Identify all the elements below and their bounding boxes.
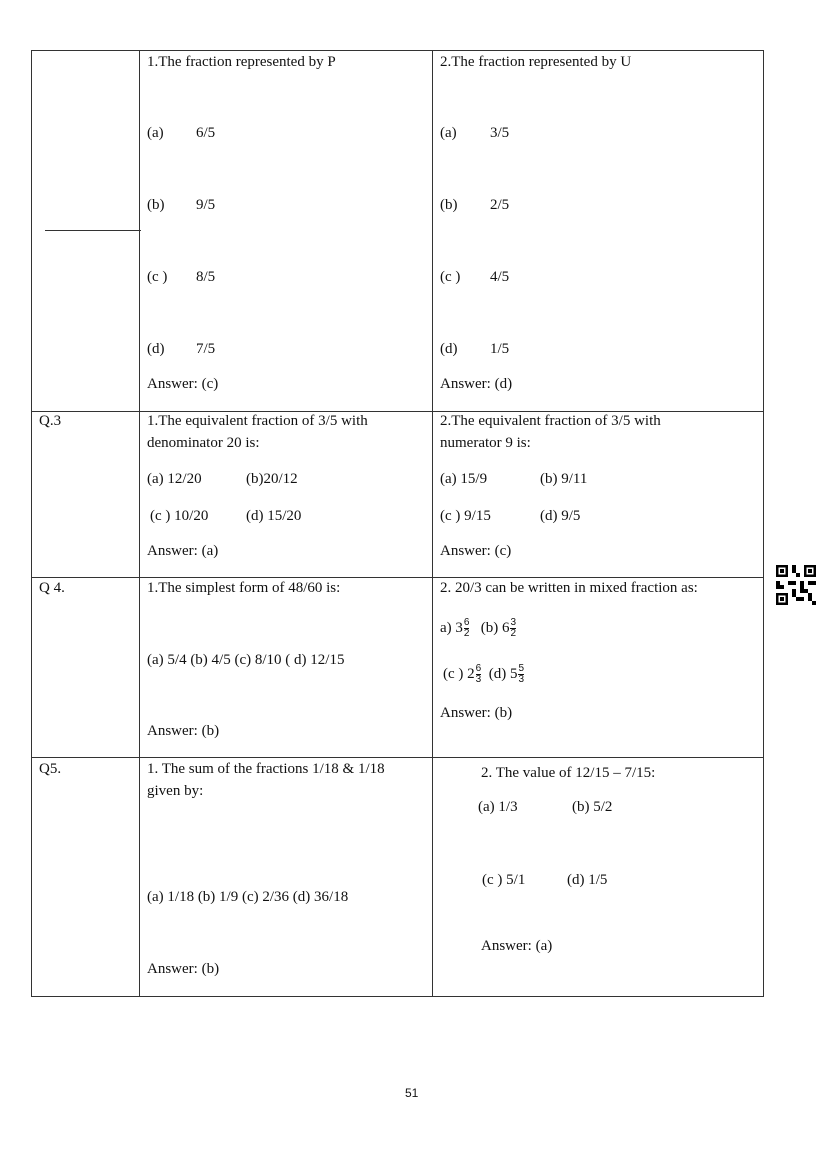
option-value: 7/5 [196,341,216,357]
question-text: 2. 20/3 can be written in mixed fraction as: [440,580,698,596]
mixed-fraction [510,618,516,639]
question-text: 2.The fraction represented by U [440,54,632,70]
column-divider [432,50,433,997]
mixed-whole: 2 [467,666,475,682]
column-divider [139,50,140,997]
mixed-whole: 3 [455,620,463,636]
mixed-fraction [518,664,524,685]
option: (c ) 5/1 [482,872,526,888]
question-text: 1.The fraction represented by P [147,54,336,70]
option: (a) 15/9 [440,471,488,487]
row-divider [31,757,764,758]
option-value: 8/5 [196,269,216,285]
options-text: (a) 1/18 (b) 1/9 (c) 2/36 (d) 36/18 [147,889,349,905]
option-key: (b) [440,197,458,213]
qr-code-icon [776,565,816,605]
page-number: 51 [405,1086,419,1100]
option: (d) 9/5 [540,508,581,524]
option-line [443,662,524,686]
answer-text: Answer: (c) [147,376,219,392]
answer-text: Answer: (c) [440,543,512,559]
mixed-fraction [464,618,470,639]
question-text: 1.The simplest form of 48/60 is: [147,580,341,596]
question-number: Q5. [39,761,62,777]
question-text: denominator 20 is: [147,435,260,451]
option-value: 2/5 [490,197,510,213]
option: (c ) 9/15 [440,508,491,524]
option-line [440,616,516,640]
option: (d) 15/20 [246,508,302,524]
answer-text: Answer: (b) [440,705,513,721]
option-key: (a) [147,125,164,141]
numerator: 5 [518,663,525,675]
question-text: 1.The equivalent fraction of 3/5 with [147,413,368,429]
option-key: (c ) [440,269,461,285]
options-text: (a) 5/4 (b) 4/5 (c) 8/10 ( d) 12/15 [147,652,345,668]
numerator: 6 [463,617,470,629]
option: (d) 1/5 [567,872,608,888]
column-divider [763,50,764,997]
option-value: 4/5 [490,269,510,285]
numerator: 6 [475,663,482,675]
option-key: (d) [488,666,510,682]
mixed-fraction [476,664,482,685]
question-number: Q 4. [39,580,65,596]
option-key: (b) [147,197,165,213]
question-text: numerator 9 is: [440,435,531,451]
option-value: 9/5 [196,197,216,213]
option: (c ) 10/20 [150,508,209,524]
option: (b) 5/2 [572,799,613,815]
option-value: 3/5 [490,125,510,141]
answer-text: Answer: (b) [147,961,220,977]
column-divider [31,50,32,997]
answer-text: Answer: (d) [440,376,513,392]
option-value: 6/5 [196,125,216,141]
option: (a) 1/3 [478,799,518,815]
denominator: 2 [510,628,517,640]
table-border-bottom [31,996,764,997]
option: (a) 12/20 [147,471,202,487]
question-text: 2. The value of 12/15 – 7/15: [481,765,656,781]
denominator: 3 [475,674,482,686]
option-key: (d) [147,341,165,357]
answer-text: Answer: (a) [481,938,553,954]
mixed-whole: 6 [501,620,510,636]
short-line [45,230,141,231]
question-number: Q.3 [39,413,62,429]
table-border-top [31,50,764,51]
option-key: (d) [440,341,458,357]
option-key: (c ) [147,269,168,285]
option-key: a) [440,620,456,636]
denominator: 2 [463,628,470,640]
question-text: 1. The sum of the fractions 1/18 & 1/18 [147,761,385,777]
option: (b)20/12 [246,471,298,487]
option-key: (c ) [443,666,468,682]
option-key: (a) [440,125,457,141]
numerator: 3 [510,617,517,629]
answer-text: Answer: (a) [147,543,219,559]
mixed-whole: 5 [509,666,518,682]
question-text: 2.The equivalent fraction of 3/5 with [440,413,661,429]
question-text: given by: [147,783,204,799]
option-key: (b) [480,620,502,636]
answer-text: Answer: (b) [147,723,220,739]
row-divider [31,577,764,578]
option-value: 1/5 [490,341,510,357]
option: (b) 9/11 [540,471,588,487]
denominator: 3 [518,674,525,686]
